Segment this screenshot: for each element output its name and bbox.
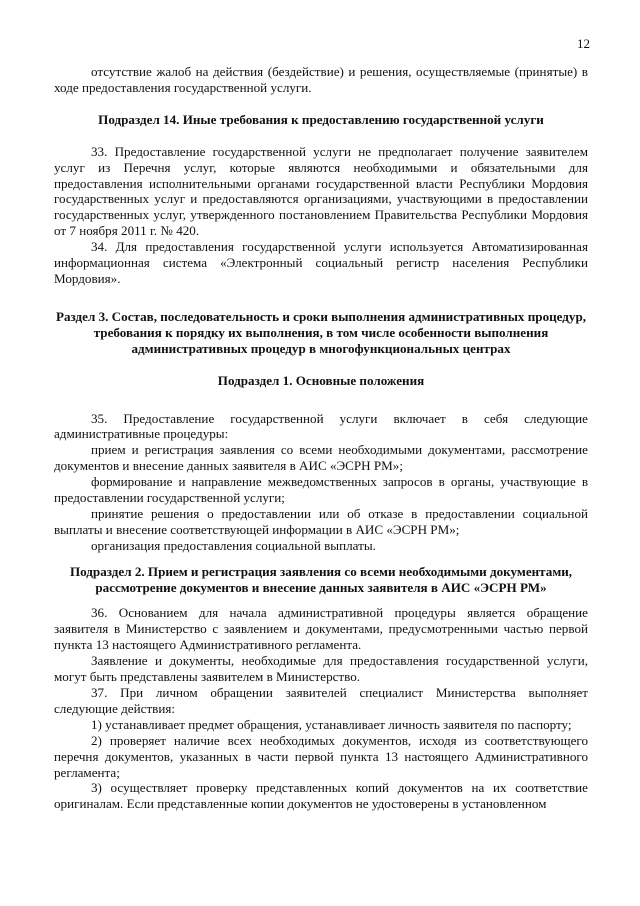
paragraph-37-item-1: 1) устанавливает предмет обращения, устанавливает личность заявителя по паспорту; [91, 716, 572, 732]
heading-section-3: Раздел 3. Состав, последовательность и сроки выполнения административных процедур, требования к порядку их выполнения, в том числе особенности выполнения административных процедур в многофункциональных центрах [55, 308, 587, 356]
paragraph-37-item-2: 2) проверяет наличие всех необходимых документов, исходя из соответствующего перечня документов, указанных в части первой пункта 13 настоящего Административного регламента; [54, 732, 588, 780]
paragraph-35-item-3: принятие решения о предоставлении или об отказе в предоставлении социальной выплаты и внесение соответствующей информации в АИС «ЭСРН РМ»; [54, 505, 588, 537]
paragraph-33: 33. Предоставление государственной услуги не предполагает получение заявителем услуг из Перечня услуг, которые являются необходимыми и обязательными для предоставления исполнительными органами государственной власти Республики Мордовия государственных услуг и предоставляются организациями, участвующими в предоставлении государственных услуг, утвержденного постановлением Правительства Республики Мордовия от 7 ноября 2011 г. № 420. [54, 143, 588, 239]
paragraph-35-item-1: прием и регистрация заявления со всеми необходимыми документами, рассмотрение документов и внесение данных заявителя в АИС «ЭСРН РМ»; [54, 442, 588, 474]
heading-subsection-2: Подраздел 2. Прием и регистрация заявления со всеми необходимыми документами, рассмотрение документов и внесение данных заявителя в АИС «ЭСРН РМ» [69, 563, 573, 595]
document-body [54, 64, 588, 812]
paragraph-35-item-4: организация предоставления социальной выплаты. [91, 537, 376, 553]
paragraph-37-item-3: 3) осуществляет проверку представленных копий документов на их соответствие оригиналам. Если представленные копии документов не удостоверены в установленном [54, 780, 588, 812]
paragraph-37: 37. При личном обращении заявителей специалист Министерства выполняет следующие действия: [54, 685, 588, 716]
heading-subsection-14: Подраздел 14. Иные требования к предоставлению государственной услуги [98, 111, 544, 127]
paragraph-36-part-2: Заявление и документы, необходимые для предоставления государственной услуги, могут быть представлены заявителем в Министерство. [54, 653, 588, 685]
paragraph-34: 34. Для предоставления государственной услуги используется Автоматизированная информационная система «Электронный социальный регистр населения Республики Мордовия». [54, 239, 588, 286]
paragraph-35-item-2: формирование и направление межведомственных запросов в органы, участвующие в предоставлении государственной услуги; [54, 474, 588, 506]
paragraph-35: 35. Предоставление государственной услуги включает в себя следующие административные процедуры: [54, 410, 588, 442]
heading-subsection-1: Подраздел 1. Основные положения [217, 372, 425, 388]
page-number: 12 [577, 36, 590, 51]
paragraph-continuation: отсутствие жалоб на действия (бездействие) и решения, осуществляемые (принятые) в ходе предоставления государственной услуги. [54, 64, 588, 95]
paragraph-36: 36. Основанием для начала административной процедуры является обращение заявителя в Министерство с заявлением и документами, предусмотренными частью первой пункта 13 настоящего Административного регламента. [54, 605, 588, 653]
